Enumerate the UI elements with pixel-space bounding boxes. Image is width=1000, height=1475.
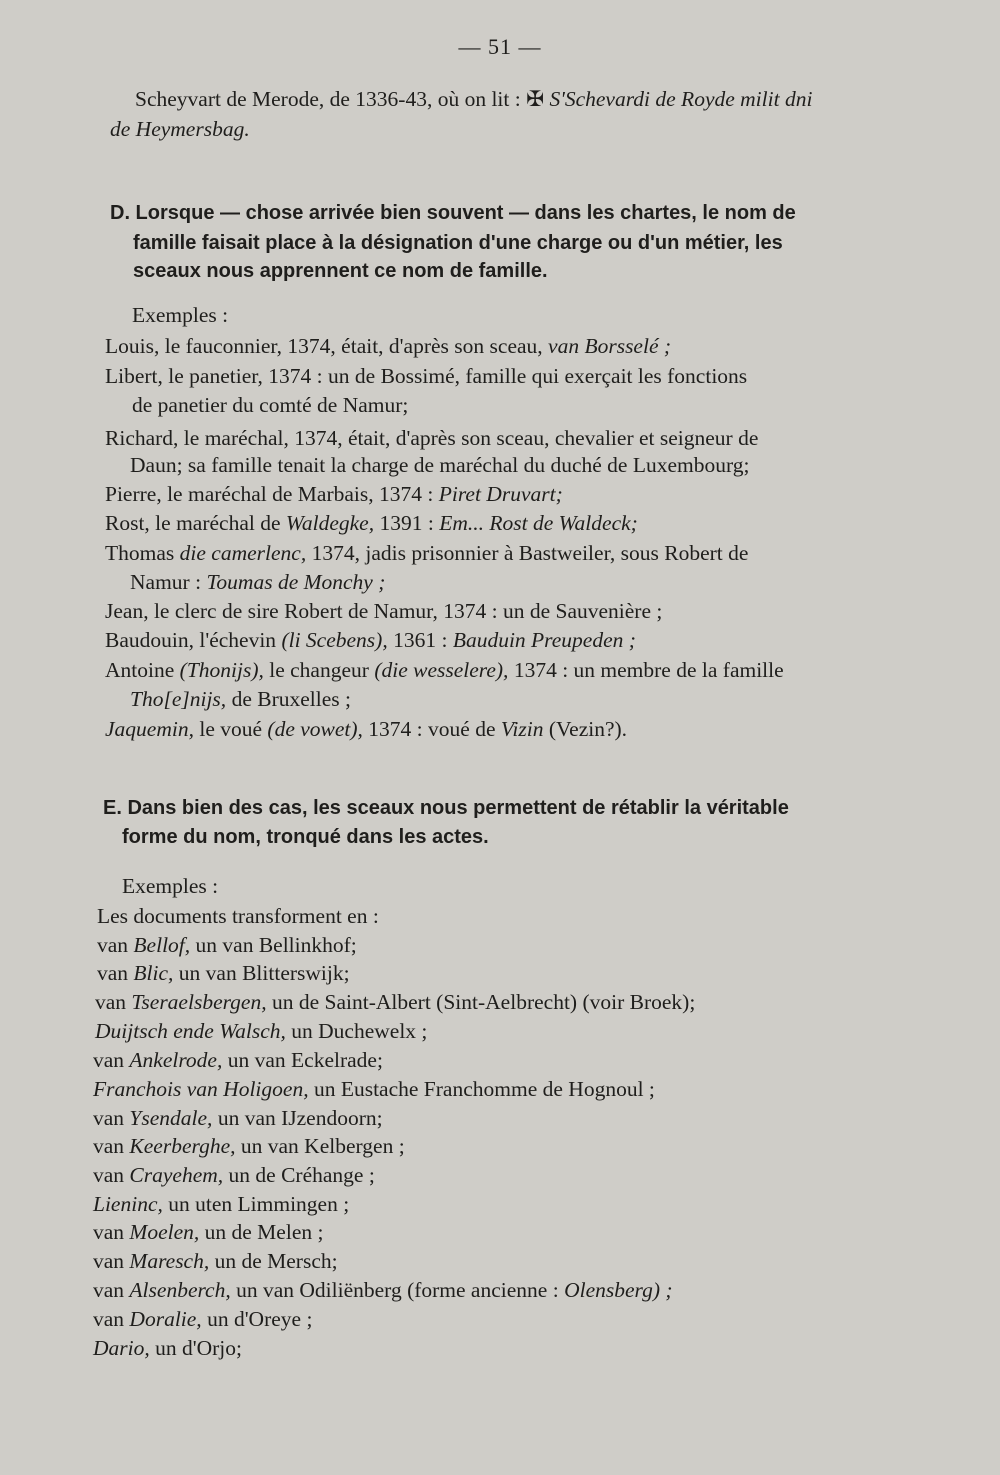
list-item: Pierre, le maréchal de Marbais, 1374 : Piret Druvart;: [105, 482, 563, 506]
intro-line-1: [135, 86, 812, 112]
list-item: Jean, le clerc de sire Robert de Namur, 1374 : un de Sauvenière ;: [105, 599, 663, 623]
list-item: Antoine (Thonijs), le changeur (die wesselere), 1374 : un membre de la famille: [105, 658, 784, 682]
list-item: van Crayehem, un de Créhange ;: [93, 1163, 375, 1187]
section-d-line-3: sceaux nous apprennent ce nom de famille.: [133, 260, 548, 282]
list-item: Rost, le maréchal de Waldegke, 1391 : Em... Rost de Waldeck;: [105, 511, 638, 535]
list-item: Franchois van Holigoen, un Eustache Franchomme de Hognoul ;: [93, 1077, 655, 1101]
list-item: Duijtsch ende Walsch, un Duchewelx ;: [95, 1019, 428, 1043]
list-item: Daun; sa famille tenait la charge de maréchal du duché de Luxembourg;: [130, 453, 750, 477]
list-item: Richard, le maréchal, 1374, était, d'après son sceau, chevalier et seigneur de: [105, 426, 759, 450]
list-item: van Tseraelsbergen, un de Saint-Albert (Sint-Aelbrecht) (voir Broek);: [95, 990, 696, 1014]
section-d-line-2: famille faisait place à la désignation d'une charge ou d'un métier, les: [133, 232, 783, 254]
list-item: van Bellof, un van Bellinkhof;: [97, 933, 357, 957]
list-item: Dario, un d'Orjo;: [93, 1336, 243, 1360]
list-item: van Doralie, un d'Oreye ;: [93, 1307, 313, 1331]
list-item: van Alsenberch, un van Odiliënberg (forme ancienne : Olensberg) ;: [93, 1278, 673, 1302]
section-d-examples-heading: Exemples :: [132, 303, 229, 327]
list-item: van Ysendale, un van IJzendoorn;: [93, 1106, 383, 1130]
cross-symbol: ✠: [526, 87, 545, 111]
list-item: Tho[e]nijs, de Bruxelles ;: [130, 687, 351, 711]
section-e-examples-heading: Exemples :: [122, 874, 219, 898]
list-item: van Moelen, un de Melen ;: [93, 1220, 324, 1244]
section-e-line-1: E. Dans bien des cas, les sceaux nous permettent de rétablir la véritable: [103, 797, 789, 819]
list-item: van Ankelrode, un van Eckelrade;: [93, 1048, 383, 1072]
section-d-line-1: D. Lorsque — chose arrivée bien souvent — dans les chartes, le nom de: [110, 202, 796, 224]
section-e-line-2: forme du nom, tronqué dans les actes.: [122, 826, 489, 848]
seal-legend: S'Schevardi de Royde milit dni: [544, 87, 813, 111]
intro-line-2: [110, 116, 250, 142]
list-item: van Maresch, un de Mersch;: [93, 1249, 338, 1273]
seal-legend-cont: de Heymersbag.: [110, 117, 250, 141]
intro-text: Scheyvart de Merode, de 1336-43, où on lit :: [135, 87, 527, 111]
list-item: Louis, le fauconnier, 1374, était, d'après son sceau, van Borsselé ;: [105, 334, 672, 358]
list-item: Libert, le panetier, 1374 : un de Bossimé, famille qui exerçait les fonctions: [105, 364, 748, 388]
list-item: Namur : Toumas de Monchy ;: [130, 570, 386, 594]
page-number: — 51 —: [458, 34, 542, 59]
list-item: Baudouin, l'échevin (li Scebens), 1361 : Bauduin Preupeden ;: [105, 628, 636, 652]
list-item: Thomas die camerlenc, 1374, jadis prisonnier à Bastweiler, sous Robert de: [105, 541, 749, 565]
section-e-intro: Les documents transforment en :: [97, 904, 379, 928]
list-item: Lieninc, un uten Limmingen ;: [93, 1192, 350, 1216]
list-item: van Keerberghe, un van Kelbergen ;: [93, 1134, 405, 1158]
list-item: Jaquemin, le voué (de vowet), 1374 : voué de Vizin (Vezin?).: [105, 717, 628, 741]
list-item: de panetier du comté de Namur;: [132, 393, 409, 417]
list-item: van Blic, un van Blitterswijk;: [97, 961, 350, 985]
